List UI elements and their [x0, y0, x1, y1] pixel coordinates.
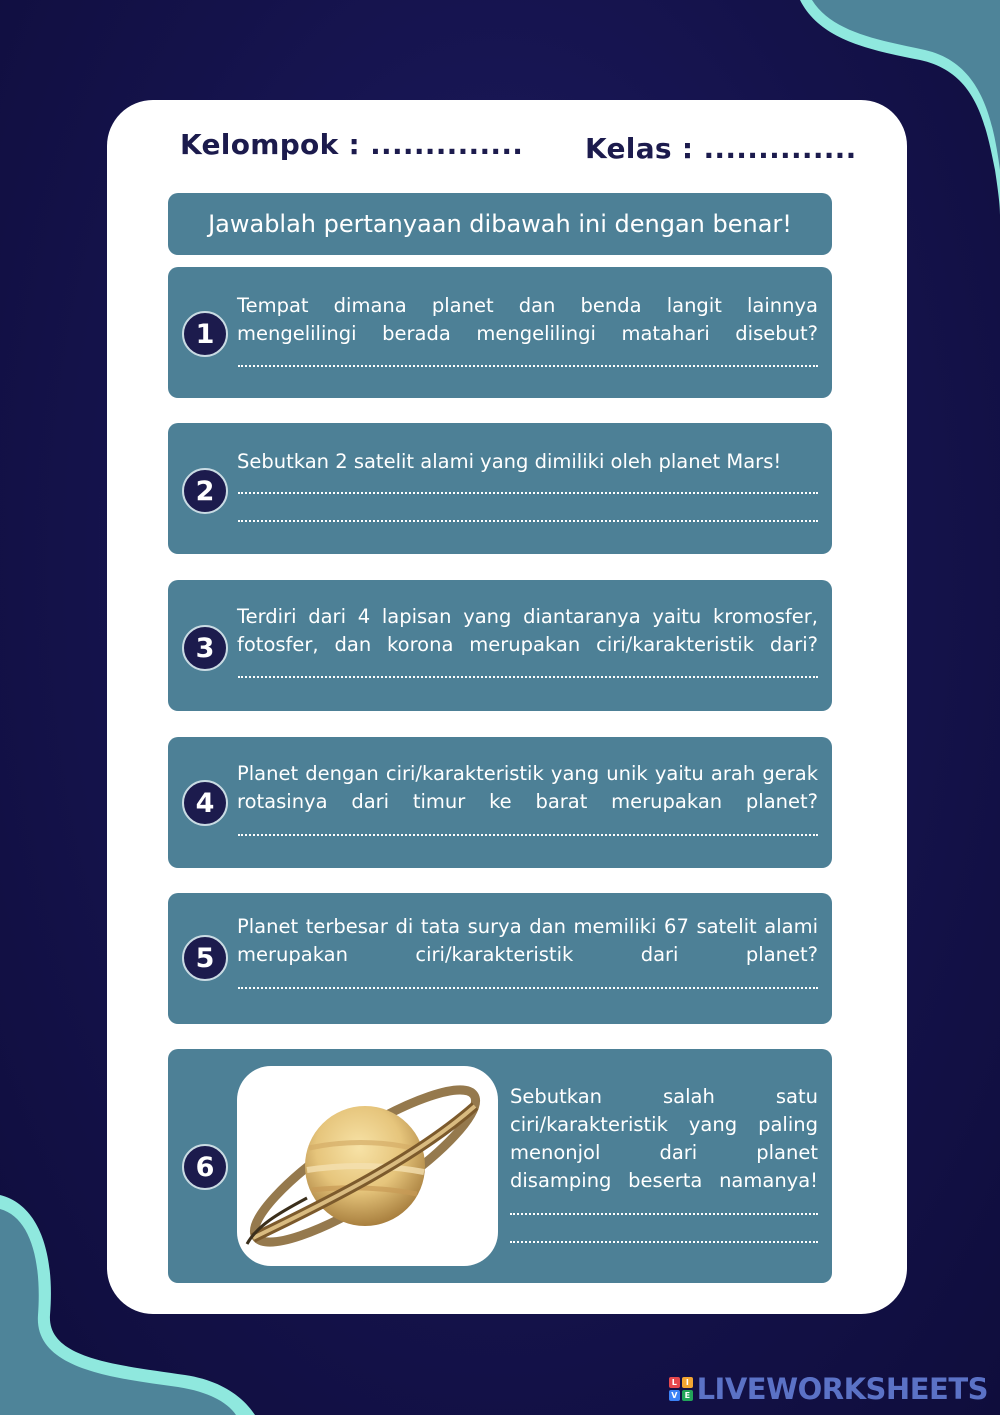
question-box-4 [168, 737, 832, 868]
question-text: Tempat dimana planet dan benda langit lainnya mengelilingi berada mengelilingi matahari disebut? [237, 294, 818, 345]
question-box-2 [168, 423, 832, 554]
answer-line[interactable] [510, 1241, 818, 1243]
question-text: Planet terbesar di tata surya dan memiliki 67 satelit alami merupakan ciri/karakteristik dari planet? [237, 915, 818, 966]
question-text: Planet dengan ciri/karakteristik yang unik yaitu arah gerak rotasinya dari timur ke barat merupakan planet? [237, 762, 818, 813]
logo-letter: E [682, 1390, 693, 1401]
question-box-1 [168, 267, 832, 398]
question-text: Sebutkan salah satu ciri/karakteristik yang paling menonjol dari planet disamping beserta namanya! [510, 1085, 818, 1192]
saturn-planet-icon [237, 1066, 498, 1266]
question-text: Terdiri dari 4 lapisan yang diantaranya yaitu kromosfer, fotosfer, dan korona merupakan ciri/karakteristik dari? [237, 605, 818, 656]
kelompok-label: Kelompok : .............. [180, 128, 524, 161]
question-number-badge: 6 [182, 1144, 228, 1190]
answer-line[interactable] [238, 520, 818, 522]
question-number-badge: 3 [182, 625, 228, 671]
question-box-5 [168, 893, 832, 1024]
answer-line[interactable] [238, 834, 818, 836]
logo-letter: I [682, 1377, 693, 1388]
brand-name: LIVEWORKSHEETS [696, 1372, 988, 1406]
liveworksheets-brand [669, 1372, 988, 1406]
question-box-6 [168, 1049, 832, 1283]
answer-line[interactable] [238, 365, 818, 367]
answer-line[interactable] [238, 987, 818, 989]
answer-line[interactable] [510, 1213, 818, 1215]
question-text: Sebutkan 2 satelit alami yang dimiliki oleh planet Mars! [237, 450, 782, 473]
question-number-badge: 5 [182, 935, 228, 981]
liveworksheets-logo-icon [669, 1377, 693, 1401]
logo-letter: V [669, 1390, 680, 1401]
answer-line[interactable] [238, 676, 818, 678]
kelas-label: Kelas : .............. [585, 132, 857, 165]
question-box-3 [168, 580, 832, 711]
answer-line[interactable] [238, 492, 818, 494]
question-number-badge: 1 [182, 311, 228, 357]
saturn-image [237, 1066, 498, 1266]
logo-letter: L [669, 1377, 680, 1388]
question-number-badge: 4 [182, 780, 228, 826]
instruction-banner: Jawablah pertanyaan dibawah ini dengan benar! [168, 193, 832, 255]
question-number-badge: 2 [182, 468, 228, 514]
